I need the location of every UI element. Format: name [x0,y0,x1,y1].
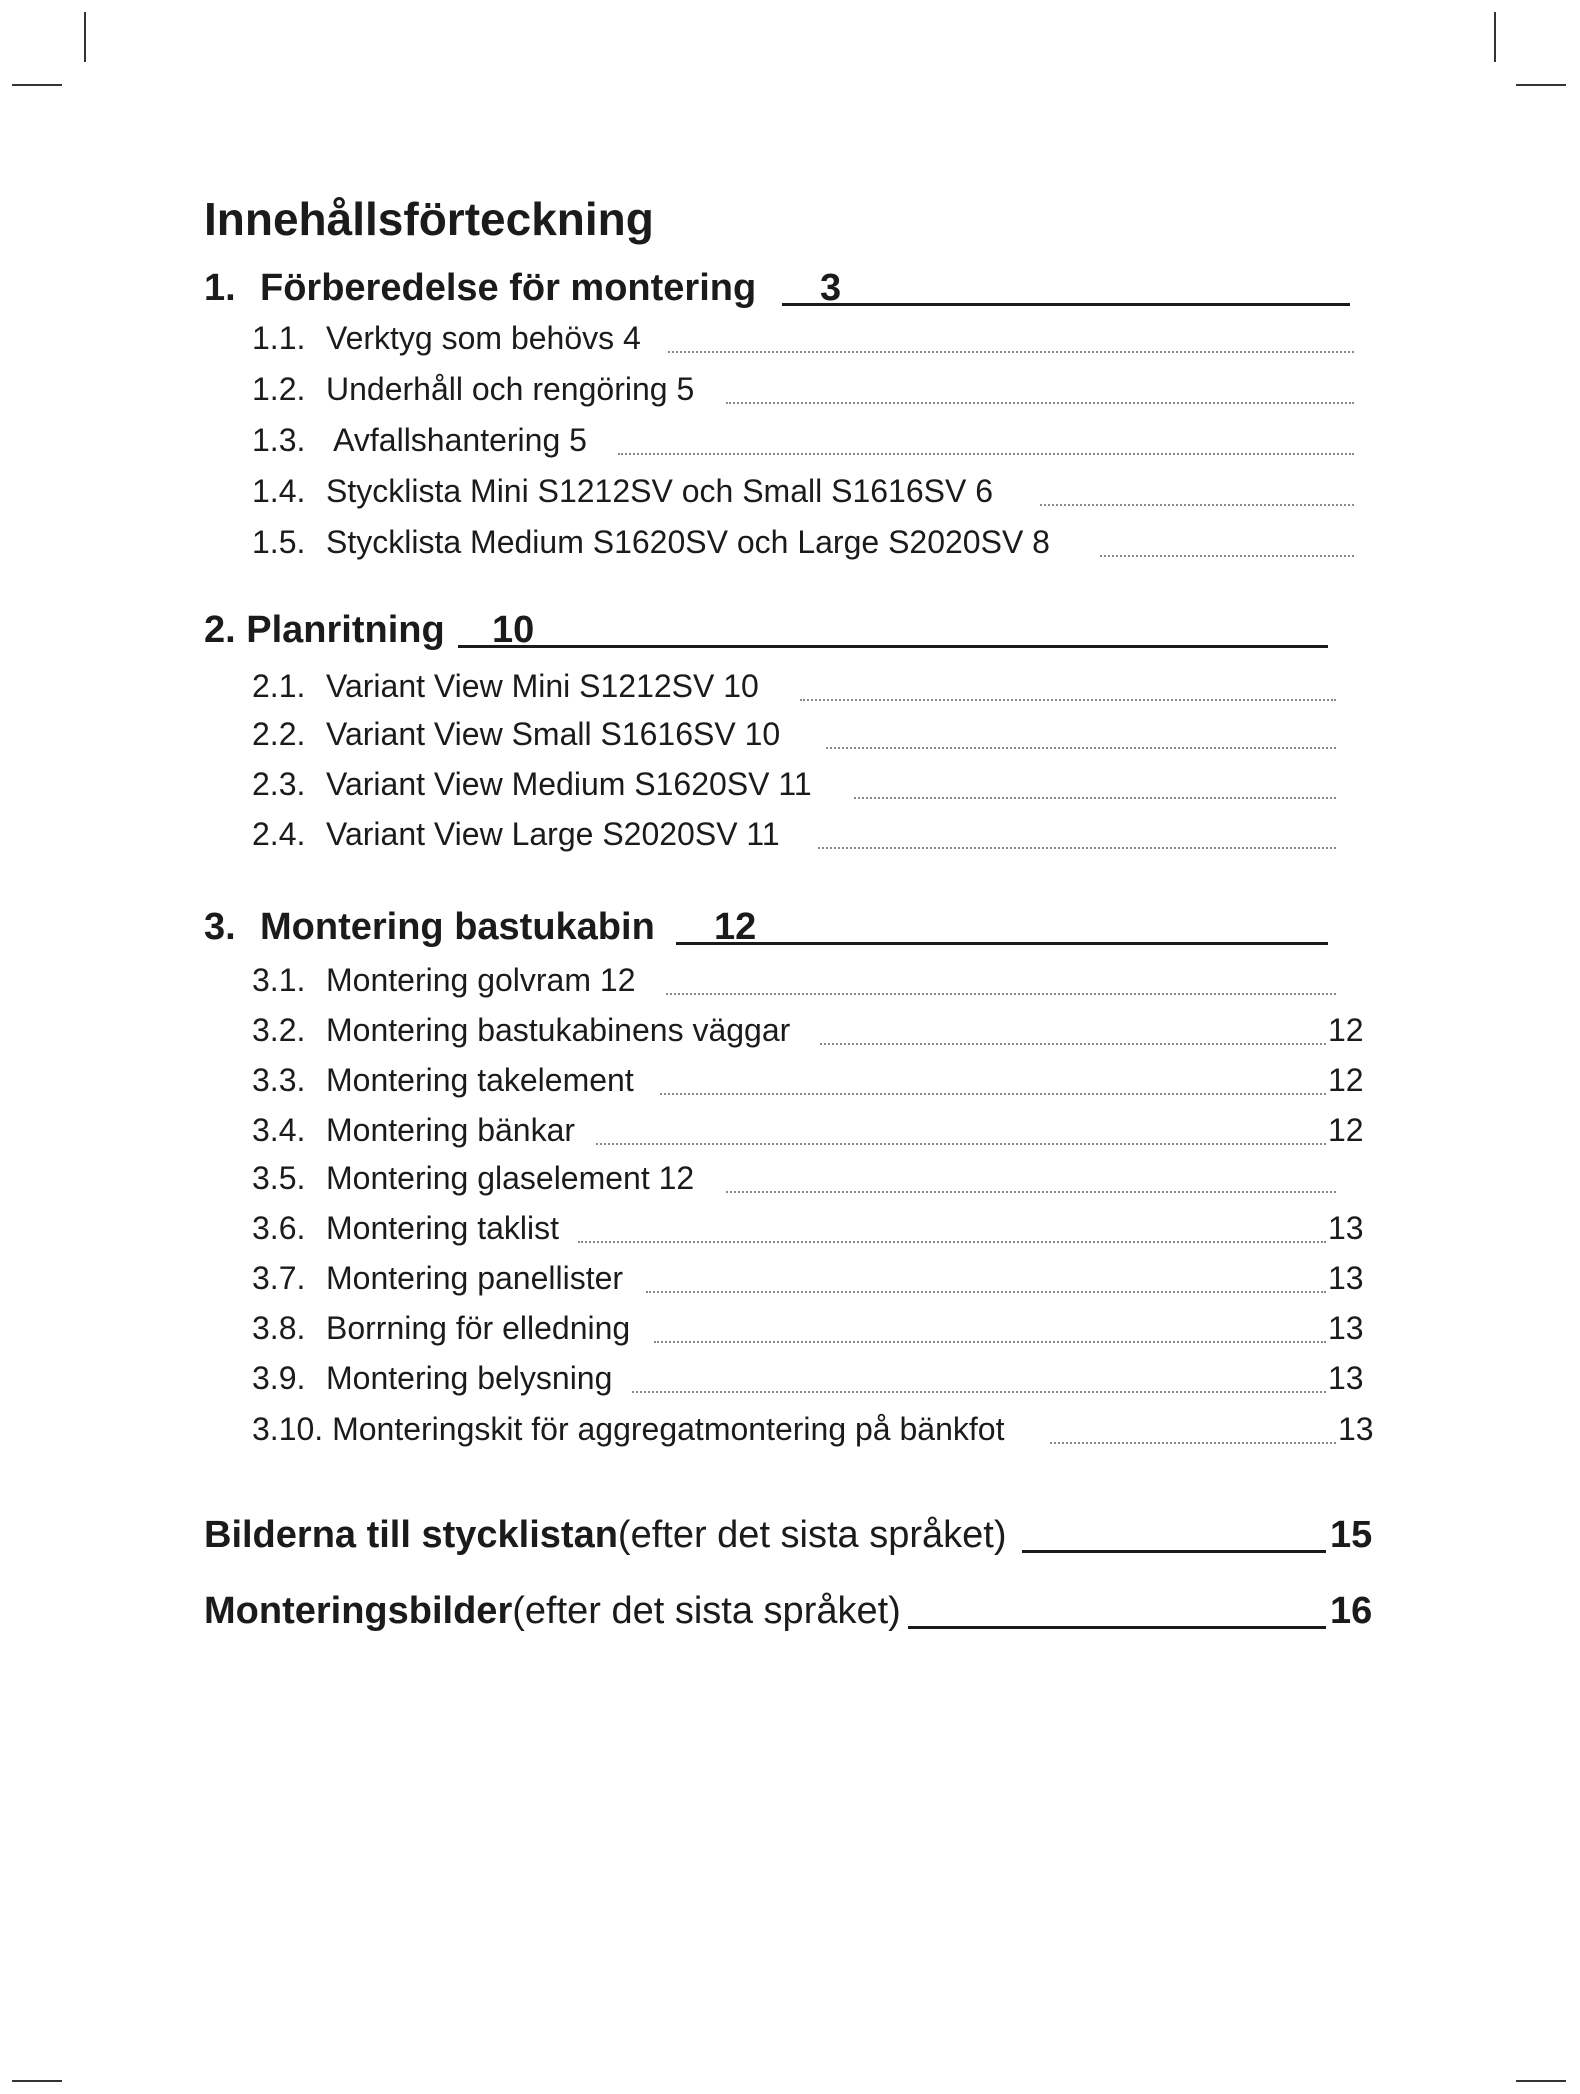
entry-page-number: 12 [1328,1012,1364,1048]
dot-leader [668,351,1354,353]
entry-page-number: 4 [623,320,641,356]
figure-leader-line [1022,1550,1326,1553]
section-title: Montering bastukabin [260,906,655,948]
entry-title: Monteringskit för aggregatmontering på bänkfot [332,1411,1005,1447]
entry-number: 1.5. [252,524,306,560]
section-page-number: 12 [714,906,757,948]
dot-leader [1050,1442,1336,1444]
entry-page-number: 12 [658,1160,695,1196]
toc-entry [252,1112,575,1149]
entry-title: Montering panellister [326,1260,624,1296]
entry-page-number: 12 [1328,1062,1364,1098]
entry-title: Variant View Large S2020SV [326,816,738,852]
crop-mark [12,2080,62,2082]
entry-number: 2.3. [252,766,306,802]
page-title: Innehållsförteckning [204,193,654,245]
section-number: 2. [204,609,236,651]
toc-entry [252,422,587,459]
section-leader-line [676,942,1328,945]
dot-leader [654,1341,1326,1343]
entry-number: 2.4. [252,816,306,852]
figure-title: Monteringsbilder [204,1590,513,1632]
dot-leader [618,453,1354,455]
figure-page-number: 16 [1330,1590,1373,1632]
figure-note: (efter det sista språket) [617,1514,1007,1556]
section-leader-line [782,303,1350,306]
crop-mark [1516,84,1566,86]
section-number: 1. [204,267,236,309]
dot-leader [660,1093,1326,1095]
toc-entry [252,1360,612,1397]
toc-entry [252,371,694,408]
section-leader-line [458,645,1328,648]
entry-title: Montering bänkar [326,1112,576,1148]
entry-number: 2.1. [252,668,306,704]
toc-entry [252,524,1050,561]
entry-page-number: 11 [746,816,780,852]
section-title: Förberedelse för montering [260,267,757,309]
dot-leader [826,747,1336,749]
toc-entry [252,1012,790,1049]
entry-page-number: 13 [1328,1310,1364,1346]
entry-title: Variant View Small S1616SV [326,716,736,752]
entry-number: 3.8. [252,1310,306,1346]
dot-leader [578,1241,1326,1243]
dot-leader [596,1143,1326,1145]
dot-leader [854,797,1336,799]
entry-number: 3.5. [252,1160,306,1196]
dot-leader [1100,555,1354,557]
entry-page-number: 12 [1328,1112,1364,1148]
toc-entry [252,716,780,753]
figure-note: (efter det sista språket) [512,1590,901,1632]
entry-number: 3.10. [252,1411,324,1447]
toc-entry [252,1062,634,1099]
toc-entry [252,320,641,357]
toc-entry [252,816,780,853]
entry-number: 2.2. [252,716,306,752]
entry-title: Montering belysning [326,1360,613,1396]
figure-page-number: 15 [1330,1514,1373,1556]
entry-title: Montering golvram [326,962,591,998]
entry-number: 3.2. [252,1012,306,1048]
entry-number: 3.4. [252,1112,306,1148]
dot-leader [1040,504,1354,506]
dot-leader [800,699,1336,701]
crop-mark [12,84,62,86]
entry-title: Variant View Medium S1620SV [326,766,770,802]
section-number: 3. [204,906,236,948]
figure-title: Bilderna till stycklistan [204,1514,618,1556]
dot-leader [726,402,1354,404]
section-page-number: 10 [492,609,535,651]
entry-number: 3.1. [252,962,306,998]
entry-page-number: 13 [1328,1260,1364,1296]
crop-mark [1516,2080,1566,2082]
entry-title: Montering takelement [326,1062,634,1098]
entry-page-number: 12 [599,962,636,998]
entry-number: 1.1. [252,320,306,356]
entry-title: Variant View Mini S1212SV [326,668,715,704]
dot-leader [820,1043,1326,1045]
dot-leader [646,1291,1326,1293]
entry-number: 1.4. [252,473,306,509]
entry-number: 3.3. [252,1062,306,1098]
entry-number: 3.7. [252,1260,306,1296]
toc-entry [252,766,812,803]
toc-figure-entry [204,1590,901,1633]
entry-number: 1.2. [252,371,306,407]
toc-entry [252,1160,694,1197]
entry-title: Verktyg som behövs [326,320,615,356]
entry-page-number: 10 [744,716,781,752]
entry-page-number: 13 [1328,1210,1364,1246]
entry-page-number: 8 [1032,524,1050,560]
entry-title: Underhåll och rengöring [326,371,668,407]
toc-entry [252,1260,623,1297]
entry-title: Montering taklist [326,1210,559,1246]
toc-entry [252,1310,630,1347]
entry-number: 1.3. [252,422,306,458]
entry-title: Stycklista Medium S1620SV och Large S2020SV [326,524,1024,560]
section-page-number: 3 [820,267,842,309]
dot-leader [666,993,1336,995]
entry-page-number: 5 [569,422,587,458]
entry-title: Avfallshantering [333,422,561,458]
entry-title: Montering glaselement [326,1160,650,1196]
figure-leader-line [908,1626,1326,1629]
toc-section-heading [204,609,445,652]
entry-number: 3.6. [252,1210,306,1246]
entry-title: Montering bastukabinens väggar [326,1012,791,1048]
toc-entry [252,473,993,510]
entry-title: Stycklista Mini S1212SV och Small S1616SV [326,473,967,509]
dot-leader [726,1191,1336,1193]
entry-title: Borrning för elledning [326,1310,631,1346]
entry-number: 3.9. [252,1360,306,1396]
dot-leader [632,1391,1326,1393]
toc-section-heading [204,906,655,949]
toc-figure-entry [204,1514,1007,1557]
entry-page-number: 11 [778,766,812,802]
dot-leader [818,847,1336,849]
toc-entry [252,668,759,705]
entry-page-number: 10 [723,668,759,704]
entry-page-number: 5 [676,371,695,407]
toc-entry [252,1411,1004,1448]
entry-page-number: 6 [975,473,993,509]
crop-mark [84,12,86,62]
crop-mark [1494,12,1496,62]
entry-page-number: 13 [1338,1411,1374,1447]
toc-entry [252,1210,559,1247]
section-title: Planritning [246,609,445,651]
toc-entry [252,962,635,999]
toc-section-heading [204,267,756,310]
entry-page-number: 13 [1328,1360,1364,1396]
